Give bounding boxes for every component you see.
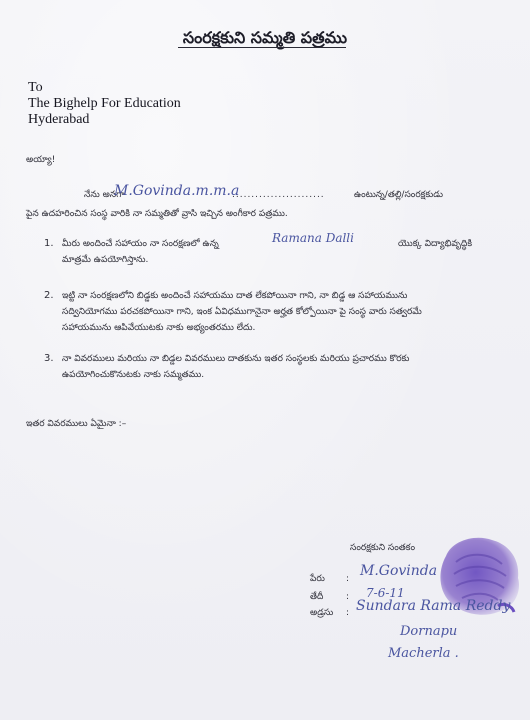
point-number: 1.	[44, 238, 54, 249]
name-label: పేరు	[310, 574, 325, 584]
point-2-line-2: సద్వినియోగము పరచకపోయినా గాని, ఇంక ఏవిధముగానైనా అర్హత కోల్పోయినా పై సంస్థ వారు సత్వరమే	[62, 307, 422, 317]
handwritten-address-line-3: Macherla .	[388, 646, 459, 661]
point-2-line-3: సహాయమును ఆపివేయుటకు నాకు అభ్యంతరము లేదు.	[62, 323, 256, 333]
point-1-line-2: మాత్రమే ఉపయోగిస్తాను.	[62, 255, 149, 265]
intro-relation: ఉంటున్న/తల్లి/సంరక్షకుడు	[354, 190, 443, 200]
handwritten-date: 7-6-11	[366, 586, 405, 600]
other-details-label: ఇతర వివరములు ఏమైనా :–	[26, 419, 127, 429]
point-2-line-1: ఇట్టి నా సంరక్షణలోని బిడ్డకు అందించే సహాయము దాత లేకపోయినా గాని, నా బిడ్డ ఆ సహాయమును	[62, 291, 408, 301]
title-underline	[178, 47, 346, 48]
handwritten-signature-name: M.Govinda	[360, 563, 438, 579]
handwritten-child-name: Ramana Dalli	[272, 231, 354, 245]
point-3-line-2: ఉపయోగించుకొనుటకు నాకు సమ్మతము.	[62, 370, 205, 380]
guardian-signature-heading: సంరక్షకుని సంతకం	[350, 543, 416, 553]
point-1-line-1-prefix: మీరు అందించే సహాయం నా సంరక్షణలో ఉన్న	[62, 239, 219, 249]
intro-prefix: నేను అనగా	[84, 190, 125, 200]
address-organization: The Bighelp For Education	[28, 96, 181, 111]
address-to: To	[28, 80, 43, 95]
salutation: అయ్యా!	[26, 155, 56, 165]
intro-dots: ........................	[232, 190, 325, 200]
address-colon: :	[346, 608, 350, 618]
handwritten-address-line-1: Sundara Rama Reddy	[356, 598, 511, 614]
page-title: సంరక్షకుని సమ్మతి పత్రము	[182, 28, 348, 47]
name-colon: :	[346, 574, 350, 584]
handwritten-address-line-2: Dornapu	[400, 624, 458, 639]
date-colon: :	[346, 592, 350, 602]
point-number: 2.	[44, 290, 54, 301]
date-label: తేదీ	[310, 592, 324, 602]
point-1-line-1-suffix: యొక్క విద్యాభివృద్ధికి	[398, 239, 473, 249]
handwritten-guardian-name: M.Govinda.m.m.a	[114, 183, 240, 199]
point-3-line-1: నా వివరములు మరియు నా బిడ్డల వివరములు దాతకును ఇతర సంస్థలకు మరియు ప్రచారము కొరకు	[62, 354, 410, 364]
intro-line-2: పైన ఉదహరించిన సంస్థ వారికి నా సమ్మతితో వ్రాసి ఇచ్చిన అంగీకార పత్రము.	[26, 209, 288, 219]
address-label: అడ్రసు	[310, 608, 334, 618]
address-city: Hyderabad	[28, 112, 90, 127]
point-number: 3.	[44, 353, 54, 364]
